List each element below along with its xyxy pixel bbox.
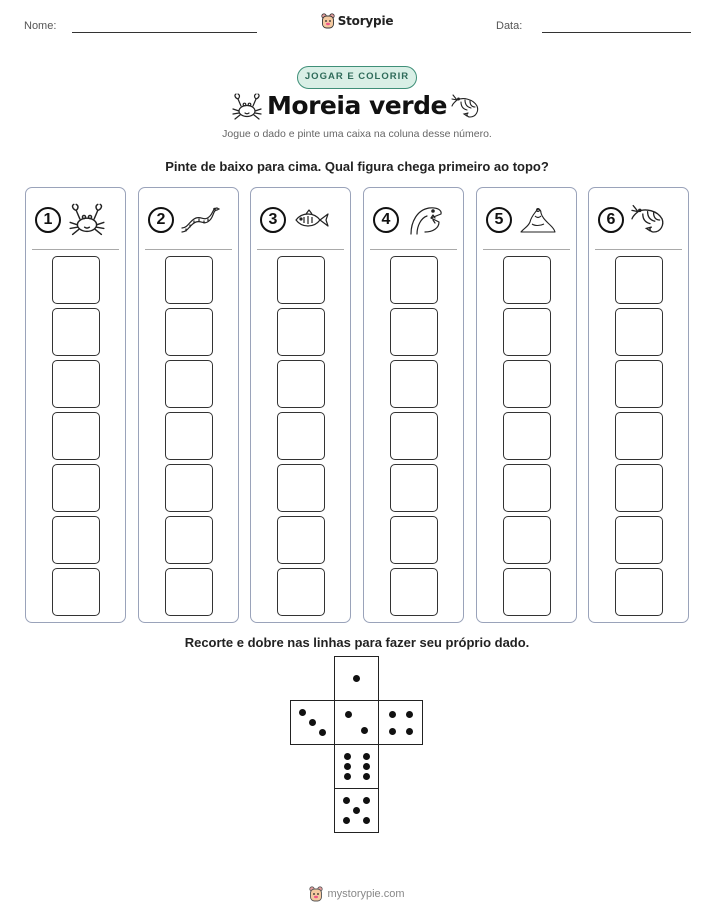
color-box[interactable] [390, 360, 438, 408]
column-number: 3 [260, 207, 286, 233]
color-box[interactable] [277, 568, 325, 616]
pip [343, 797, 350, 804]
crab-icon [67, 202, 107, 238]
color-box[interactable] [165, 256, 213, 304]
pip [309, 719, 316, 726]
color-box[interactable] [390, 464, 438, 512]
brand-name: Storypie [337, 14, 394, 28]
color-box[interactable] [390, 256, 438, 304]
fish-icon [292, 202, 332, 238]
color-box[interactable] [615, 464, 663, 512]
pip [344, 753, 351, 760]
pip [363, 817, 370, 824]
color-box[interactable] [503, 516, 551, 564]
pip [344, 763, 351, 770]
color-box[interactable] [52, 256, 100, 304]
color-box[interactable] [390, 308, 438, 356]
brand-logo [0, 13, 714, 34]
category-badge: JOGAR E COLORIR [297, 66, 417, 89]
column-number: 1 [35, 207, 61, 233]
pip [361, 727, 368, 734]
shrimp-icon [451, 92, 483, 122]
column-5 [476, 187, 577, 623]
color-box[interactable] [52, 464, 100, 512]
shrimp-icon [630, 202, 670, 238]
column-2 [138, 187, 239, 623]
color-box[interactable] [165, 360, 213, 408]
pip [406, 728, 413, 735]
color-box[interactable] [52, 516, 100, 564]
color-box[interactable] [277, 412, 325, 460]
column-divider [483, 249, 570, 250]
color-box[interactable] [390, 516, 438, 564]
die-face-1 [334, 656, 379, 701]
coral-icon [518, 202, 558, 238]
color-box[interactable] [52, 360, 100, 408]
die-face-6 [334, 744, 379, 789]
pip [299, 709, 306, 716]
subtitle: Jogue o dado e pinte uma caixa na coluna desse número. [222, 128, 492, 140]
color-box[interactable] [277, 256, 325, 304]
storypie-mascot-icon [309, 886, 323, 902]
eel-icon [180, 202, 220, 238]
pip [363, 797, 370, 804]
color-box[interactable] [52, 568, 100, 616]
color-box[interactable] [503, 308, 551, 356]
color-box[interactable] [390, 568, 438, 616]
column-4 [363, 187, 464, 623]
color-box[interactable] [390, 412, 438, 460]
die-face-3 [290, 700, 335, 745]
pip [389, 728, 396, 735]
pip [353, 807, 360, 814]
pip [363, 763, 370, 770]
column-1 [25, 187, 126, 623]
color-box[interactable] [52, 308, 100, 356]
die-face-2 [334, 700, 379, 745]
color-box[interactable] [503, 360, 551, 408]
color-box[interactable] [277, 516, 325, 564]
cutout-instruction: Recorte e dobre nas linhas para fazer seu próprio dado. [184, 635, 530, 650]
color-box[interactable] [615, 256, 663, 304]
color-box[interactable] [165, 516, 213, 564]
die-face-4 [378, 700, 423, 745]
pip [406, 711, 413, 718]
color-box[interactable] [503, 256, 551, 304]
pip [344, 773, 351, 780]
pip [353, 675, 360, 682]
color-box[interactable] [52, 412, 100, 460]
color-box[interactable] [615, 308, 663, 356]
column-divider [257, 249, 344, 250]
color-box[interactable] [277, 464, 325, 512]
footer [0, 886, 714, 907]
color-box[interactable] [503, 412, 551, 460]
color-box[interactable] [615, 568, 663, 616]
column-3 [250, 187, 351, 623]
pip [363, 773, 370, 780]
storypie-mascot-icon [321, 13, 335, 29]
column-number: 2 [148, 207, 174, 233]
date-line[interactable] [542, 32, 691, 33]
color-box[interactable] [277, 308, 325, 356]
pip [363, 753, 370, 760]
pip [343, 817, 350, 824]
die-face-5 [334, 788, 379, 833]
color-box[interactable] [165, 568, 213, 616]
name-label: Nome: [24, 20, 57, 32]
column-number: 5 [486, 207, 512, 233]
pip [319, 729, 326, 736]
footer-url[interactable]: mystorypie.com [327, 888, 405, 900]
column-number: 6 [598, 207, 624, 233]
column-divider [595, 249, 682, 250]
color-box[interactable] [503, 568, 551, 616]
color-box[interactable] [615, 360, 663, 408]
column-divider [145, 249, 232, 250]
color-box[interactable] [503, 464, 551, 512]
instruction-heading: Pinte de baixo para cima. Qual figura chega primeiro ao topo? [165, 159, 549, 174]
date-label: Data: [496, 20, 523, 32]
moray-eel-head-icon [405, 202, 445, 238]
pip [389, 711, 396, 718]
pip [345, 711, 352, 718]
color-box[interactable] [615, 516, 663, 564]
color-box[interactable] [165, 308, 213, 356]
column-number: 4 [373, 207, 399, 233]
column-divider [32, 249, 119, 250]
color-box[interactable] [165, 464, 213, 512]
color-box[interactable] [615, 412, 663, 460]
color-box[interactable] [165, 412, 213, 460]
column-6 [588, 187, 689, 623]
column-divider [370, 249, 457, 250]
color-box[interactable] [277, 360, 325, 408]
page-title: Moreia verde [267, 91, 447, 120]
